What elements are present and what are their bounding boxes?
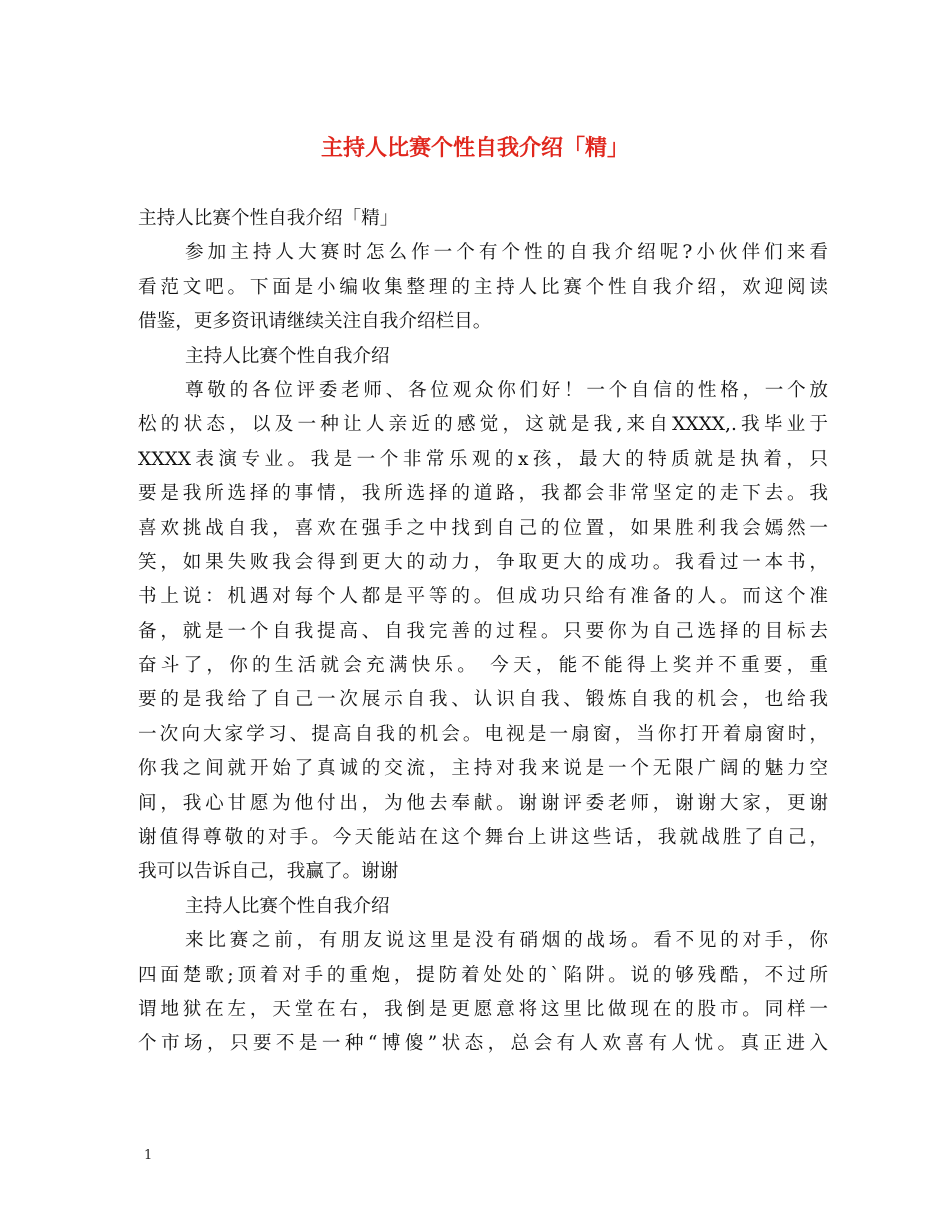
document-title: 主持人比赛个性自我介绍「精」 xyxy=(320,135,629,161)
paragraph-line: 奋斗了，你的生活就会充满快乐。 今天，能不能得上奖并不重要，重 xyxy=(138,655,828,677)
page-number: 1 xyxy=(144,1148,153,1163)
paragraph-line: 个市场，只要不是一种“博傻”状态，总会有人欢喜有人忧。真正进入 xyxy=(138,1033,828,1055)
paragraph-line: 来比赛之前，有朋友说这里是没有硝烟的战场。看不见的对手，你 xyxy=(185,930,828,952)
paragraph-line: 一次向大家学习、提高自我的机会。电视是一扇窗，当你打开着扇窗时， xyxy=(138,723,828,745)
paragraph-line: 要的是我给了自己一次展示自我、认识自我、锻炼自我的机会，也给我 xyxy=(138,689,828,711)
paragraph-line: 尊敬的各位评委老师、各位观众你们好！一个自信的性格，一个放 xyxy=(185,379,828,401)
document-body xyxy=(138,202,828,1062)
section-heading: 主持人比赛个性自我介绍 xyxy=(185,895,390,917)
paragraph-line: 借鉴，更多资讯请继续关注自我介绍栏目。 xyxy=(138,311,492,333)
paragraph-line: 你我之间就开始了真诚的交流，主持对我来说是一个无限广阔的魅力空 xyxy=(138,758,828,780)
section-heading: 主持人比赛个性自我介绍 xyxy=(185,345,390,367)
paragraph-line: 看范文吧。下面是小编收集整理的主持人比赛个性自我介绍，欢迎阅读 xyxy=(138,276,828,298)
paragraph-line: 笑，如果失败我会得到更大的动力，争取更大的成功。我看过一本书， xyxy=(138,551,828,573)
paragraph-line: 松的状态，以及一种让人亲近的感觉，这就是我,来自XXXX,.我毕业于 xyxy=(138,414,828,436)
paragraph-line: 备，就是一个自我提高、自我完善的过程。只要你为自己选择的目标去 xyxy=(138,620,828,642)
paragraph-line: 四面楚歌;顶着对手的重炮，提防着处处的`陷阱。说的够残酷，不过所 xyxy=(138,964,828,986)
paragraph-line: 要是我所选择的事情，我所选择的道路，我都会非常坚定的走下去。我 xyxy=(138,483,828,505)
paragraph-line: 间，我心甘愿为他付出，为他去奉献。谢谢评委老师，谢谢大家，更谢 xyxy=(138,792,828,814)
subtitle-line: 主持人比赛个性自我介绍「精」 xyxy=(138,208,399,229)
paragraph-line: 书上说：机遇对每个人都是平等的。但成功只给有准备的人。而这个准 xyxy=(138,586,828,608)
paragraph-line: 参加主持人大赛时怎么作一个有个性的自我介绍呢?小伙伴们来看 xyxy=(185,242,828,264)
paragraph-line: 谢值得尊敬的对手。今天能站在这个舞台上讲这些话，我就战胜了自己， xyxy=(138,827,828,849)
paragraph-line: XXXX表演专业。我是一个非常乐观的x孩，最大的特质就是执着，只 xyxy=(138,448,828,470)
paragraph-line: 谓地狱在左，天堂在右，我倒是更愿意将这里比做现在的股市。同样一 xyxy=(138,998,828,1020)
paragraph-line: 喜欢挑战自我，喜欢在强手之中找到自己的位置，如果胜利我会嫣然一 xyxy=(138,517,828,539)
paragraph-line: 我可以告诉自己，我赢了。谢谢 xyxy=(138,861,399,883)
